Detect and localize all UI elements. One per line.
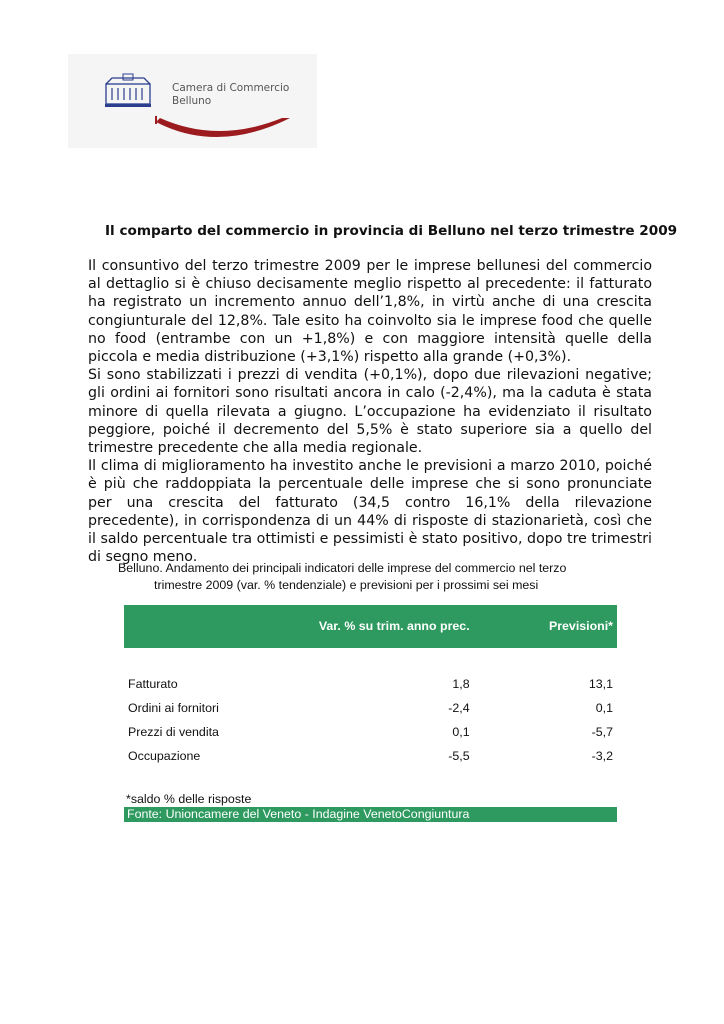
logo-text xyxy=(172,82,289,108)
body-text xyxy=(88,257,652,566)
table-header-row xyxy=(124,605,617,648)
row-var: 0,1 xyxy=(452,725,470,739)
header-var: Var. % su trim. anno prec. xyxy=(286,605,474,648)
caption-line-2: trimestre 2009 (var. % tendenziale) e previsioni per i prossimi sei mesi xyxy=(154,577,539,592)
row-var: -2,4 xyxy=(448,701,470,715)
row-label: Occupazione xyxy=(128,749,201,763)
document-title: Il comparto del commercio in provincia di Belluno nel terzo trimestre 2009 xyxy=(105,223,678,239)
table-row xyxy=(124,720,617,744)
building-icon xyxy=(105,74,151,107)
table-row xyxy=(124,672,617,696)
header-prev: Previsioni* xyxy=(474,605,617,648)
indicators-table xyxy=(124,605,617,768)
logo-line-2: Belluno xyxy=(172,95,212,107)
header-label xyxy=(124,605,286,648)
red-swoosh xyxy=(156,116,290,137)
row-label: Prezzi di vendita xyxy=(128,725,219,739)
paragraph-2: Si sono stabilizzati i prezzi di vendita (+0,1%), dopo due rilevazioni negative; gli ordini ai fornitori sono risultati ancora in calo (-2,4%), ma la caduta è stata minore di quella rilevata a giugno. L’occupazione ha evidenziato il risultato peggiore, poiché il decremento del 5,5% è stato superiore sia a quello del trimestre precedente che alla media regionale. xyxy=(88,367,652,457)
row-label: Fatturato xyxy=(128,677,178,691)
row-var: 1,8 xyxy=(452,677,470,691)
row-prev: 13,1 xyxy=(588,677,613,691)
row-prev: 0,1 xyxy=(595,701,613,715)
table-spacer-row xyxy=(124,648,617,672)
logo-line-1: Camera di Commercio xyxy=(172,82,290,94)
table-caption xyxy=(118,560,598,593)
table-row xyxy=(124,696,617,720)
row-var: -5,5 xyxy=(448,749,470,763)
paragraph-1: Il consuntivo del terzo trimestre 2009 per le imprese bellunesi del commercio al dettaglio si è chiuso decisamente meglio rispetto al precedente: il fatturato ha registrato un incremento annuo dell’1,8%, in virtù anche di una crescita congiunturale del 12,8%. Tale esito ha coinvolto sia le imprese food che quelle no food (entrambe con un +1,8%) e con maggiore intensità quelle della piccola e media distribuzione (+3,1%) rispetto alla grande (+0,3%). xyxy=(88,258,652,366)
table-source: Fonte: Unioncamere del Veneto - Indagine VenetoCongiuntura xyxy=(124,807,617,822)
row-prev: -5,7 xyxy=(591,725,613,739)
paragraph-3: Il clima di miglioramento ha investito anche le previsioni a marzo 2010, poiché è più che raddoppiata la percentuale delle imprese che si sono pronunciate per una crescita del fatturato (34,5 contro 16,1% della rilevazione precedente), in corrispondenza di un 44% di risposte di stazionarietà, così che il saldo percentuale tra ottimisti e pessimisti è stato positivo, dopo tre trimestri di segno meno. xyxy=(88,458,652,566)
logo xyxy=(68,54,317,148)
row-label: Ordini ai fornitori xyxy=(128,701,219,715)
caption-line-1: Belluno. Andamento dei principali indicatori delle imprese del commercio nel terzo xyxy=(118,561,567,575)
table-row xyxy=(124,744,617,768)
row-prev: -3,2 xyxy=(591,749,613,763)
table-note: *saldo % delle risposte xyxy=(126,792,252,806)
